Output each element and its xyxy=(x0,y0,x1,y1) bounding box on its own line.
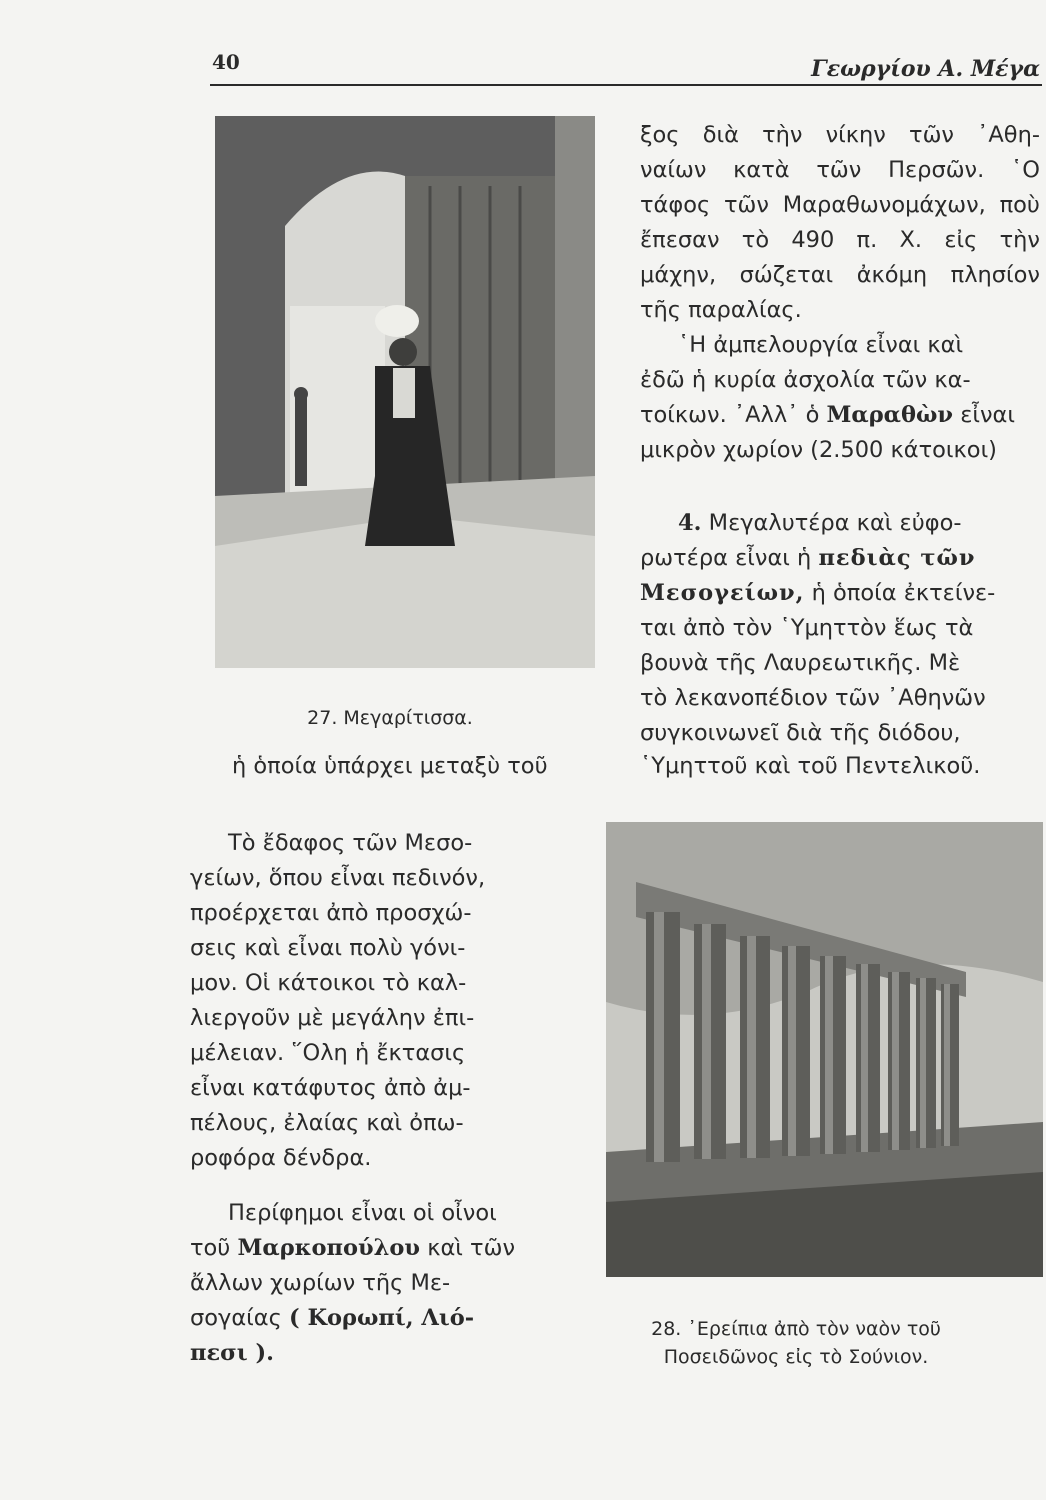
figure-27-title: Μεγαρίτισσα. xyxy=(343,707,473,729)
text-line: σογαίας ( Κορωπί, Λιό- xyxy=(190,1305,475,1331)
text-line: λιεργοῦν μὲ μεγάλην ἐπι- xyxy=(190,1005,475,1031)
text-line: ἐδῶ ἡ κυρία ἀσχολία τῶν κα- xyxy=(640,367,971,393)
text-line: μέλειαν. ῞Ολη ἡ ἔκτασις xyxy=(190,1040,466,1066)
figure-28-photo xyxy=(606,822,1043,1277)
text-line: Περίφημοι εἶναι οἱ οἶνοι xyxy=(228,1200,497,1226)
continuation-line: ἡ ὁποία ὑπάρχει μεταξὺ τοῦ xyxy=(232,753,548,779)
bold-place-name: πεσι ). xyxy=(190,1340,274,1366)
text-line: τάφος τῶν Μαραθωνομάχων, ποὺ xyxy=(640,192,1040,218)
figure-27-caption xyxy=(220,704,560,732)
text-line: εἶναι κατάφυτος ἀπὸ ἀμ- xyxy=(190,1075,471,1101)
text-line: ῾Η ἀμπελουργία εἶναι καὶ xyxy=(678,332,964,358)
left-column-paragraph-2 xyxy=(190,1196,570,1371)
bold-term: Μεσογείων, xyxy=(640,580,805,606)
header-rule xyxy=(210,84,1042,86)
text-line: τῆς παραλίας. xyxy=(640,297,802,323)
text-line: ἄλλων χωρίων τῆς Με- xyxy=(190,1270,451,1296)
text-line: τοίκων. ᾽Αλλ᾽ ὁ Μαραθὼν εἶναι xyxy=(640,402,1015,428)
figure-28-caption-line: 28. ᾽Ερείπια ἀπὸ τὸν ναὸν τοῦ xyxy=(651,1318,941,1340)
text-line: ἔπεσαν τὸ 490 π. Χ. εἰς τὴν xyxy=(640,227,1040,253)
text-line: ναίων κατὰ τῶν Περσῶν. ῾Ο xyxy=(640,157,1040,183)
text-line: ροφόρα δένδρα. xyxy=(190,1145,372,1171)
text-line: 4. Μεγαλυτέρα καὶ εὐφο- xyxy=(678,510,962,536)
text-line: μον. Οἱ κάτοικοι τὸ καλ- xyxy=(190,970,467,996)
figure-27-number: 27. xyxy=(307,707,338,729)
left-column-paragraph-1 xyxy=(190,826,570,1176)
figure-27-photo xyxy=(215,116,595,668)
section-4 xyxy=(640,506,1040,751)
text-line: τὸ λεκανοπέδιον τῶν ᾽Αθηνῶν xyxy=(640,685,986,711)
bold-place-name: Μαρκοπούλου xyxy=(237,1235,421,1261)
text-line: βουνὰ τῆς Λαυρεωτικῆς. Μὲ xyxy=(640,650,961,676)
text-line: συγκοινωνεῖ διὰ τῆς διόδου, xyxy=(640,720,961,746)
running-title: Γεωργίου Α. Μέγα xyxy=(811,56,1040,82)
section-number: 4. xyxy=(678,510,702,536)
text-line: Μεσογείων, ἡ ὁποία ἐκτείνε- xyxy=(640,580,996,606)
right-column-top xyxy=(640,118,1040,468)
text-line: γείων, ὅπου εἶναι πεδινόν, xyxy=(190,865,486,891)
bold-place-name: ( Κορωπί, Λιό- xyxy=(288,1305,475,1331)
text-line: Τὸ ἔδαφος τῶν Μεσο- xyxy=(228,830,473,856)
bold-term: πεδιὰς τῶν xyxy=(818,545,976,571)
text-line: μάχην, σώζεται ἀκόμη πλησίον xyxy=(640,262,1040,288)
text-line: ρωτέρα εἶναι ἡ πεδιὰς τῶν xyxy=(640,545,976,571)
text-line xyxy=(190,1336,570,1371)
figure-28-caption-line: Ποσειδῶνος εἰς τὸ Σούνιον. xyxy=(663,1346,929,1368)
text-line: ται ἀπὸ τὸν ῾Υμηττὸν ἕως τὰ xyxy=(640,615,974,641)
text-line: σεις καὶ εἶναι πολὺ γόνι- xyxy=(190,935,466,961)
text-line: προέρχεται ἀπὸ προσχώ- xyxy=(190,900,472,926)
bold-place-name: Μαραθὼν xyxy=(826,402,954,428)
figure-28-caption xyxy=(606,1315,986,1371)
text-line: μικρὸν χωρίον (2.500 κάτοικοι) xyxy=(640,437,997,463)
continuation-line-right: ῾Υμηττοῦ καὶ τοῦ Πεντελικοῦ. xyxy=(640,753,981,779)
text-line: πέλους, ἐλαίας καὶ ὀπω- xyxy=(190,1110,464,1136)
text-line: ξος διὰ τὴν νίκην τῶν ᾽Αθη- xyxy=(640,122,1040,148)
page-number: 40 xyxy=(212,50,240,74)
text-line: τοῦ Μαρκοπούλου καὶ τῶν xyxy=(190,1235,516,1261)
